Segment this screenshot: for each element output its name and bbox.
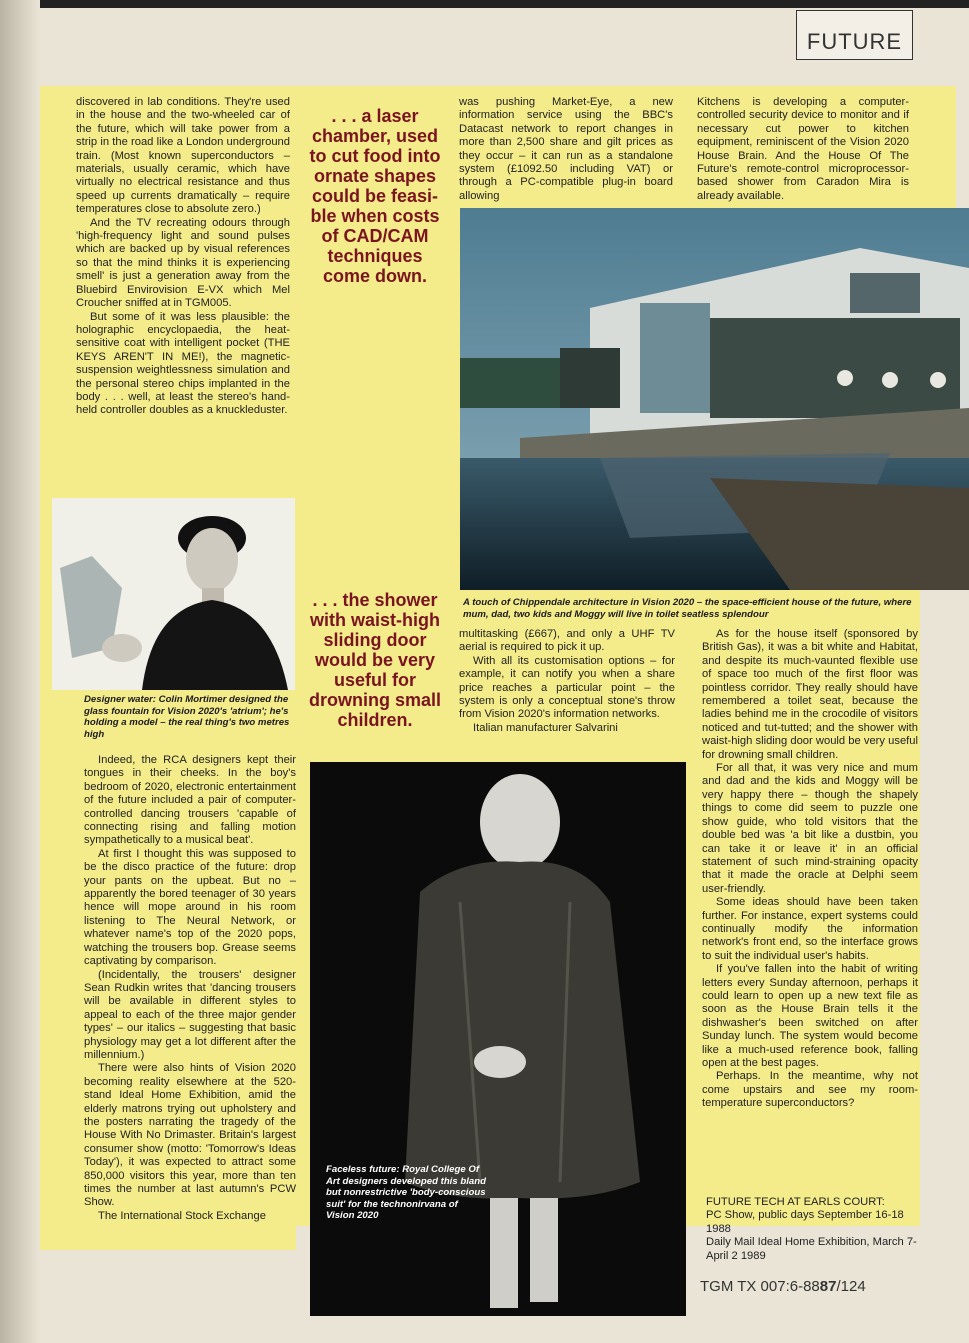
page-footer [700,1278,866,1295]
info-line: PC Show, public days September 16-18 1988 [706,1209,904,1235]
info-heading: FUTURE TECH AT EARLS COURT: [706,1196,885,1208]
paragraph: discovered in lab conditions. They're used in the house and the two-wheeled car of the future, which will take power from a strip in the road like a London underground train. (Most known superconductors – materials, usually ceramic, which have virtually no electrical resistance and thus speed up currents dramatically – require temperatures close to absolute zero.) [76,96,290,216]
paragraph: If you've fallen into the habit of writing letters every Sunday afternoon, perhaps it could learn to open up a new text file as soon as the House Brain tells it the dishwasher's been switched on after Sunday lunch. The system would become like a much-used reference book, falling open at the best pages. [702,963,918,1069]
paragraph: For all that, it was very nice and mum and dad and the kids and Moggy will be very happy there – though the shapely things to come did seem to puzzle one show guide, who told visitors that the double bed was 'a bit like a dustbin, you can take it or leave it' in an official statement of such mind-straining opacity that it made the oracle at Delphi seem user-friendly. [702,762,918,895]
pull-quote-laser: . . . a laser chamber, used to cut food into ornate shapes could be feasi-ble when costs of CAD/CAM techniques come down. [309,106,441,286]
top-border [0,0,969,8]
paragraph: At first I thought this was supposed to be the disco practice of the future: drop your pants on the upbeat. But no – apparently the bored teenager of 30 years hence will mope around in his room listening to The Neural Network, or whatever name's top of the 2020 pops, watching the trousers bop. Grease seems captivating by comparison. [84,847,296,968]
column-3-mid [459,628,675,735]
footer-issue: TGM TX 007:6-88 [700,1278,820,1295]
suit-illustration [310,762,686,1316]
info-line: Daily Mail Ideal Home Exhibition, March 7-April 2 1989 [706,1236,917,1262]
paragraph: But some of it was less plausible: the holographic encyclopaedia, the heat-sensitive coat with intelligent pocket (THE KEYS AREN'T IN ME!), the magnetic-suspension weightlessness simulation and the personal stereo chips implanted in the body . . . well, at least the stereo's hand-held controller doubles as a knuckleduster. [76,310,290,417]
paragraph: The International Stock Exchange [98,1209,266,1222]
paragraph: And the TV recreating odours through 'high-frequency light and sound pulses which are backed up by visual references so that the mind thinks it is experiencing smell' is just a generation away from the Bluebird Envirovision E-VX which Mel Croucher sniffed at in TGM005. [76,216,290,310]
house-photo [460,208,969,590]
paragraph: Perhaps. In the meantime, why not come upstairs and see my room-temperature superconductors? [702,1070,918,1110]
column-1-top [76,96,290,418]
paragraph: There were also hints of Vision 2020 becoming reality elsewhere at the 520-stand Ideal Home Exhibition, amid the elderly matrons trying out upholstery and the posters narrating the tragedy of the House With No Drimaster. Britain's largest consumer show (motto: 'Tomorrow's Ideas Today'), it was expected to attract some 850,000 visitors this year, more than ten times the number at last autumn's PCW Show. [84,1062,296,1209]
paragraph: multitasking (£667), and only a UHF TV aerial is required to pick it up. [459,628,675,654]
house-illustration [460,208,969,590]
info-box [706,1196,920,1263]
house-caption: A touch of Chippendale architecture in Vision 2020 – the space-efficient house of the future, where mum, dad, two kids and Moggy will live in toilet seatless splendour [463,597,912,620]
designer-photo [52,498,295,690]
paragraph: Indeed, the RCA designers kept their tongues in their cheeks. In the boy's bedroom of 2020, electronic entertainment of the future included a pair of computer-controlled dancing trousers 'capable of connecting rising and falling motion sympathetically to a musical beat'. [84,754,296,847]
section-tag: FUTURE [796,10,913,60]
suit-photo [310,762,686,1316]
column-4-top [697,96,909,203]
binding-spine [0,0,40,1343]
paragraph: Italian manufacturer Salvarini [473,721,618,734]
designer-illustration [52,498,295,690]
footer-page-number: 87 [819,1278,837,1295]
paragraph: As for the house itself (sponsored by British Gas), it was a bit white and Habitat, and despite its much-vaunted flexible use of space too much of the first floor was pointless corridor. They really should have remembered a toilet seat, because the ladies behind me in the crocodile of visitors noticed and tut-tutted; and the shower with waist-high sliding door would be very useful for drowning small children. [702,628,918,761]
column-4-bottom [702,628,918,1111]
paragraph: Some ideas should have been taken further. For instance, expert systems could continually modify the information network's front end, so the interface grows to suit the individual user's habits. [702,896,918,962]
footer-total: /124 [836,1278,866,1295]
paragraph: With all its customisation options – for example, it can notify you when a share price reaches a particular point – the system is only a conceptual stone's throw from Vision 2020's information networks. [459,654,675,721]
column-3-top [459,96,673,203]
suit-caption: Faceless future: Royal College Of Art designers developed this bland but nonrestrictive 'body-conscious suit' for the technonirvana of Vision 2020 [326,1164,486,1222]
paragraph: was pushing Market-Eye, a new information service using the BBC's Datacast network to report changes in more than 2,500 share and gilt prices as they occur – it can run as a standalone system (£1092.50 including VAT) or through a PC-compatible plug-in board allowing [459,96,673,202]
designer-caption: Designer water: Colin Mortimer designed the glass fountain for Vision 2020's 'atrium'; he's holding a model – the real thing's two metres high [84,694,290,740]
pull-quote-shower: . . . the shower with waist-high sliding door would be very useful for drowning small children. [308,590,441,730]
paragraph: Kitchens is developing a computer-controlled security device to monitor and if necessary cut power to kitchen equipment, reminiscent of the Vision 2020 House Brain. And the House Of The Future's remote-control microprocessor-based shower from Caradon Mira is already available. [697,96,909,202]
column-1-bottom [84,754,296,1223]
paragraph: (Incidentally, the trousers' designer Sean Rudkin writes that 'dancing trousers will be available in different styles to appeal to each of the three major gender types' – our italics – suggesting that basic physiology may get a lot different after the millennium.) [84,968,296,1061]
